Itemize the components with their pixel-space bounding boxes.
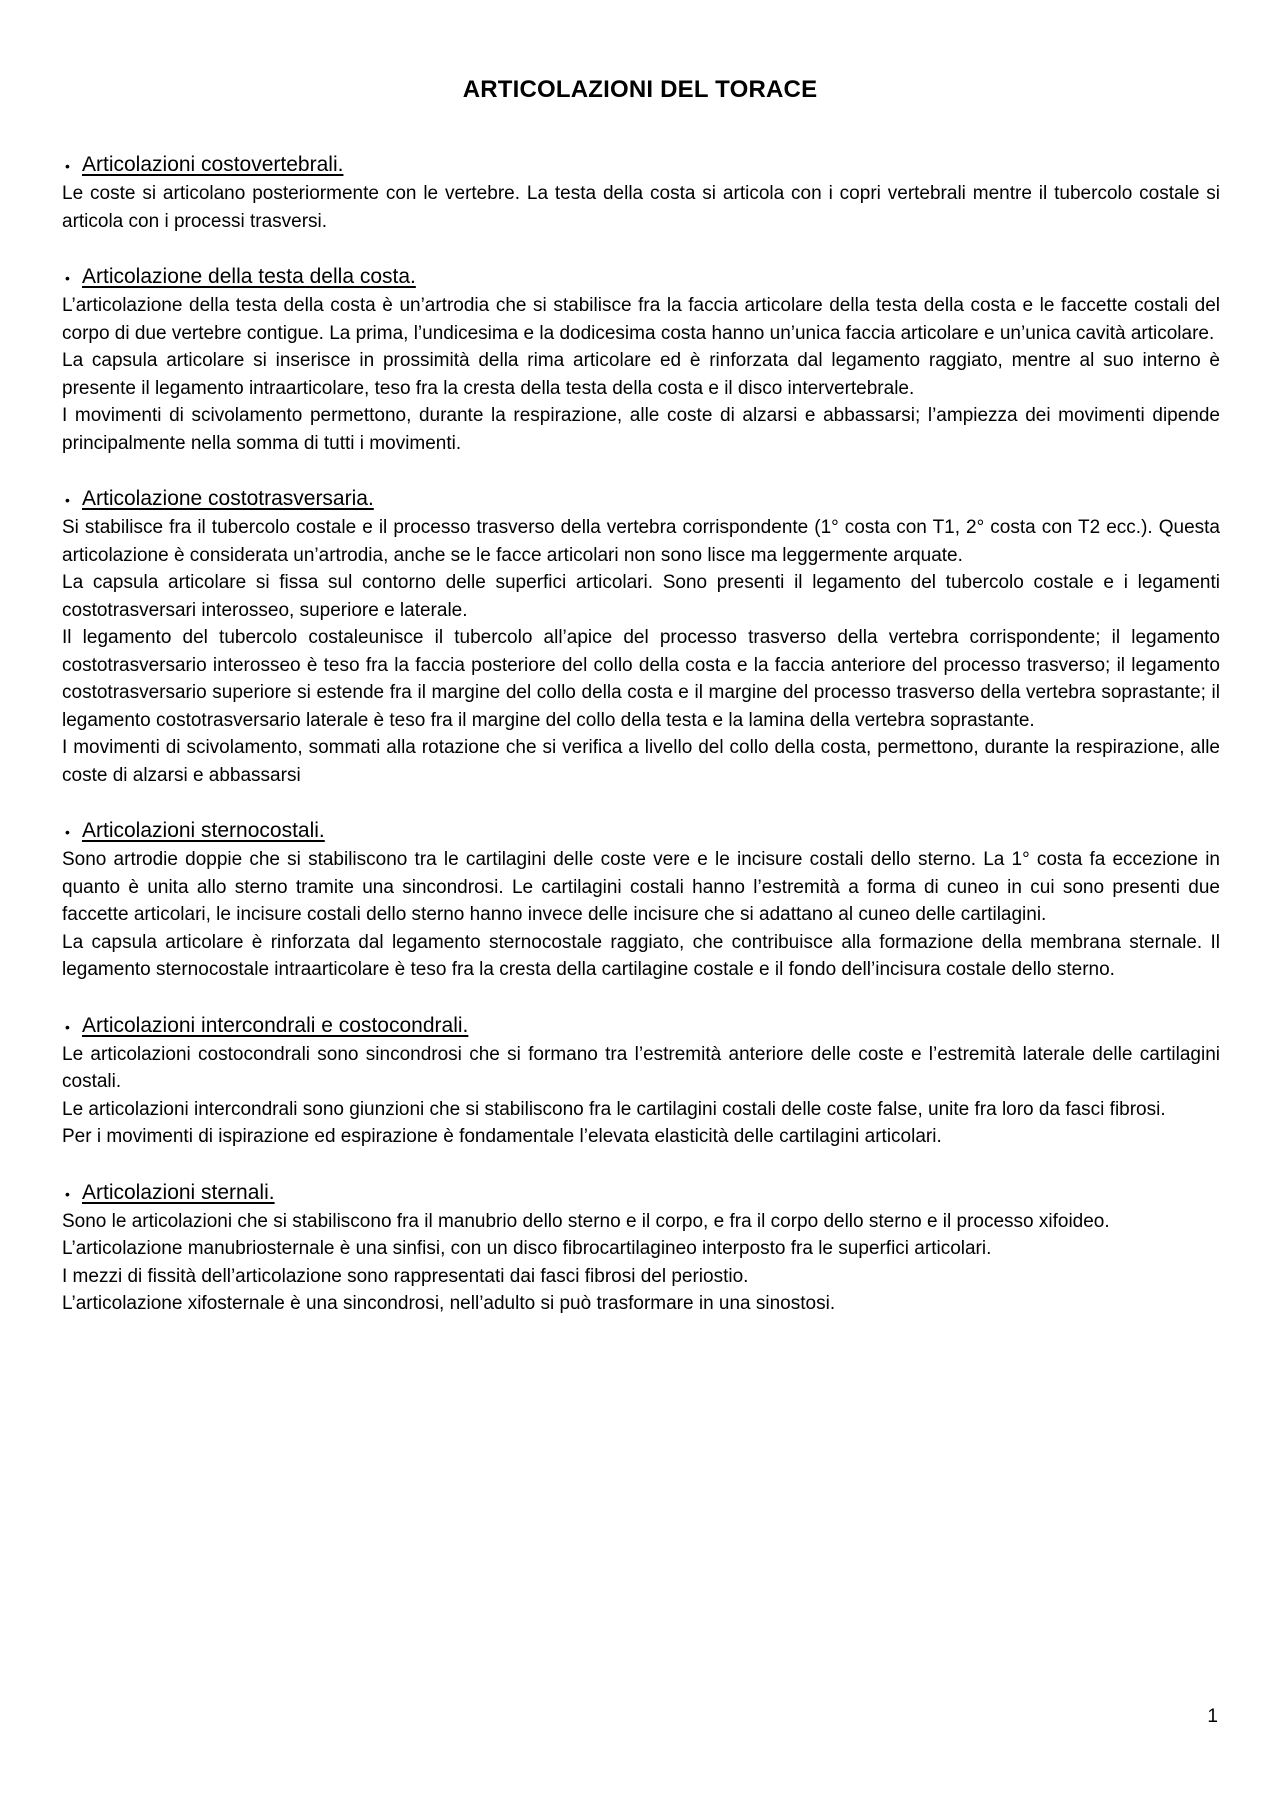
paragraph: I movimenti di scivolamento permettono, durante la respirazione, alle coste di alzarsi e abbassarsi; l’ampiezza dei movimenti dipende principalmente nella somma di tutti i movimenti. xyxy=(62,405,1220,454)
document-body xyxy=(62,151,1220,1346)
paragraph: Le articolazioni intercondrali sono giunzioni che si stabiliscono fra le cartilagini costali delle coste false, unite fra loro da fasci fibrosi. xyxy=(62,1098,1166,1120)
paragraph: L’articolazione manubriosternale è una sinfisi, con un disco fibrocartilagineo interposto fra le superfici articolari. xyxy=(62,1238,992,1259)
section-heading xyxy=(62,1179,1220,1208)
section-heading-text: Articolazione della testa della costa. xyxy=(82,265,416,288)
section-heading xyxy=(62,263,1220,292)
paragraph: L’articolazione xifosternale è una sincondrosi, nell’adulto si può trasformare in una sinostosi. xyxy=(62,1293,836,1314)
bullet-icon: • xyxy=(65,158,70,174)
paragraph: I movimenti di scivolamento, sommati alla rotazione che si verifica a livello del collo della costa, permettono, durante la respirazione, alle coste di alzarsi e abbassarsi xyxy=(62,737,1220,786)
paragraph: La capsula articolare si inserisce in prossimità della rima articolare ed è rinforzata dal legamento raggiato, mentre al suo interno è presente il legamento intraarticolare, teso fra la cresta della testa della costa e il disco intervertebrale. xyxy=(62,350,1220,399)
paragraph: Le articolazioni costocondrali sono sincondrosi che si formano tra l’estremità anteriore delle coste e l’estremità laterale delle cartilagini costali. xyxy=(62,1043,1220,1092)
bullet-icon: • xyxy=(65,1018,70,1035)
paragraph: La capsula articolare è rinforzata dal legamento sternocostale raggiato, che contribuisce alla formazione della membrana sternale. Il legamento sternocostale intraarticolare è teso fra la cresta della cartilagine costale e il fondo dell’incisura costale dello sterno. xyxy=(62,931,1220,980)
section-heading xyxy=(62,817,1220,846)
bullet-icon: • xyxy=(65,492,70,508)
section-heading xyxy=(62,485,1220,514)
paragraph: Sono le articolazioni che si stabiliscono fra il manubrio dello sterno e il corpo, e fra il corpo dello sterno e il processo xifoideo. xyxy=(62,1210,1110,1232)
section-heading-text: Articolazione costotrasversaria. xyxy=(82,487,374,510)
section-heading-text: Articolazioni sternali. xyxy=(82,1180,275,1204)
section xyxy=(62,263,1220,457)
paragraph: Il legamento del tubercolo costaleunisce il tubercolo all’apice del processo trasverso della vertebra corrispondente; il legamento costotrasversario interosseo è teso fra la faccia posteriore del collo della costa e la faccia anteriore del processo trasverso; il legamento costotrasversario superiore si estende fra il margine del collo della costa e il margine del processo trasverso della vertebra soprastante; il legamento costotrasversario laterale è teso fra il margine del collo della testa e la lamina della vertebra soprastante. xyxy=(62,627,1220,731)
paragraph: L’articolazione della testa della costa è un’artrodia che si stabilisce fra la faccia articolare della testa della costa e le faccette costali del corpo di due vertebre contigue. La prima, l’undicesima e la dodicesima costa hanno un’unica faccia articolare e un’unica cavità articolare. xyxy=(62,295,1220,344)
paragraph: Le coste si articolano posteriormente con le vertebre. La testa della costa si articola con i copri vertebrali mentre il tubercolo costale si articola con i processi trasversi. xyxy=(62,183,1220,232)
bullet-icon: • xyxy=(65,1185,70,1202)
section xyxy=(62,485,1220,789)
bullet-icon: • xyxy=(65,824,70,840)
bullet-icon: • xyxy=(65,270,70,286)
paragraph: Per i movimenti di ispirazione ed espirazione è fondamentale l’elevata elasticità delle cartilagini articolari. xyxy=(62,1126,942,1147)
page-number: 1 xyxy=(1207,1706,1218,1727)
section-heading xyxy=(62,1012,1220,1041)
section xyxy=(62,817,1220,984)
paragraph: Si stabilisce fra il tubercolo costale e il processo trasverso della vertebra corrispondente (1° costa con T1, 2° costa con T2 ecc.). Questa articolazione è considerata un’artrodia, anche se le facce articolari non sono lisce ma leggermente arquate. xyxy=(62,517,1220,566)
paragraph: I mezzi di fissità dell’articolazione sono rappresentati dai fasci fibrosi del periostio. xyxy=(62,1265,749,1287)
section-heading-text: Articolazioni intercondrali e costocondrali. xyxy=(82,1013,469,1037)
section-heading-text: Articolazioni sternocostali. xyxy=(82,819,325,842)
section-heading-text: Articolazioni costovertebrali. xyxy=(82,153,344,176)
paragraph: La capsula articolare si fissa sul contorno delle superfici articolari. Sono presenti il legamento del tubercolo costale e i legamenti costotrasversari interosseo, superiore e laterale. xyxy=(62,572,1220,621)
paragraph: Sono artrodie doppie che si stabiliscono tra le cartilagini delle coste vere e le incisure costali dello sterno. La 1° costa fa eccezione in quanto è unita allo sterno tramite una sincondrosi. Le cartilagini costali hanno l’estremità a forma di cuneo in cui sono presenti due faccette articolari, le incisure costali dello sterno hanno invece delle incisure che si adattano al cuneo delle cartilagini. xyxy=(62,849,1220,925)
section-heading xyxy=(62,151,1220,180)
section xyxy=(62,151,1220,235)
section xyxy=(62,1179,1220,1318)
page-title: ARTICOLAZIONI DEL TORACE xyxy=(462,76,818,103)
section xyxy=(62,1012,1220,1151)
